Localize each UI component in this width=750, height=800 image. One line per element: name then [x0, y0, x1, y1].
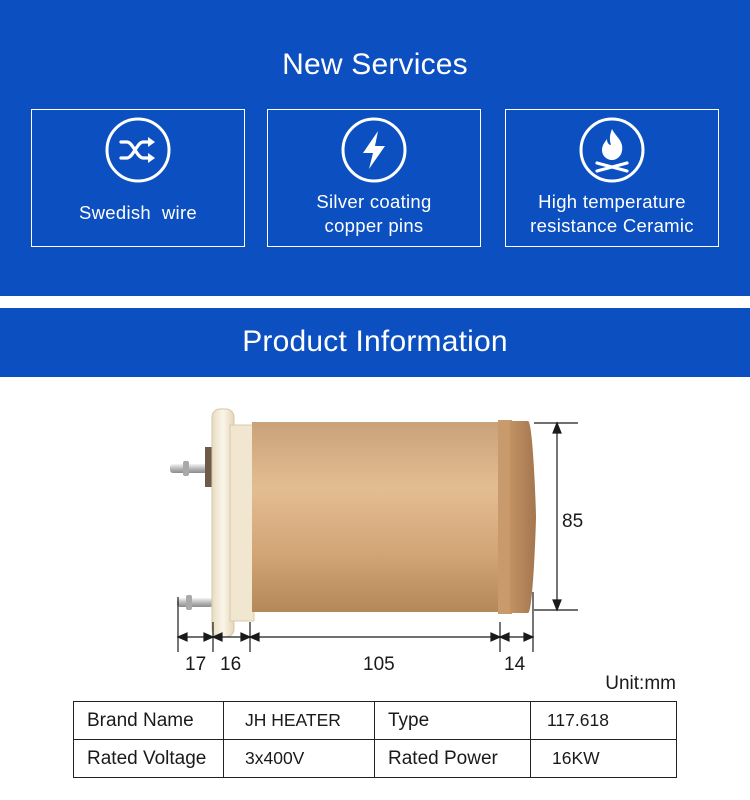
- terminal-pins: [170, 447, 215, 610]
- service-card-label: Silver coating copper pins: [316, 191, 432, 236]
- services-title: New Services: [282, 48, 468, 81]
- dimension-flange: 16: [220, 654, 242, 675]
- rated-voltage-value: 3x400V: [224, 740, 375, 778]
- lightning-icon: [341, 117, 407, 183]
- brand-name-value: JH HEATER: [224, 702, 375, 740]
- dimension-pin-length: 17: [185, 654, 207, 675]
- spec-table: [73, 701, 677, 778]
- product-information-banner: [0, 308, 750, 377]
- section-divider: [0, 296, 750, 308]
- ceramic-flange: [212, 409, 254, 637]
- service-card-silver-coating: [267, 109, 481, 247]
- service-card-label: Swedish wire: [78, 202, 198, 223]
- brand-name-label: Brand Name: [74, 702, 224, 740]
- type-value: 117.618: [531, 702, 677, 740]
- unit-label: Unit:mm: [605, 673, 676, 694]
- table-row: [74, 740, 677, 778]
- dimension-end-cap: 14: [504, 654, 526, 675]
- fire-icon: [579, 117, 645, 183]
- shuffle-icon: [105, 117, 171, 183]
- service-card-swedish-wire: [31, 109, 245, 247]
- heater-dimension-drawing: [0, 377, 750, 687]
- type-label: Type: [375, 702, 531, 740]
- service-card-label: High temperature resistance Ceramic: [530, 191, 694, 236]
- table-row: [74, 702, 677, 740]
- dimension-height: 85: [562, 511, 584, 532]
- ceramic-body: [252, 420, 536, 614]
- rated-voltage-label: Rated Voltage: [74, 740, 224, 778]
- service-card-ceramic: [505, 109, 719, 247]
- rated-power-value: 16KW: [531, 740, 677, 778]
- new-services-section: [0, 0, 750, 296]
- product-information-title: Product Information: [242, 325, 508, 358]
- rated-power-label: Rated Power: [375, 740, 531, 778]
- dimension-body-length: 105: [363, 654, 395, 675]
